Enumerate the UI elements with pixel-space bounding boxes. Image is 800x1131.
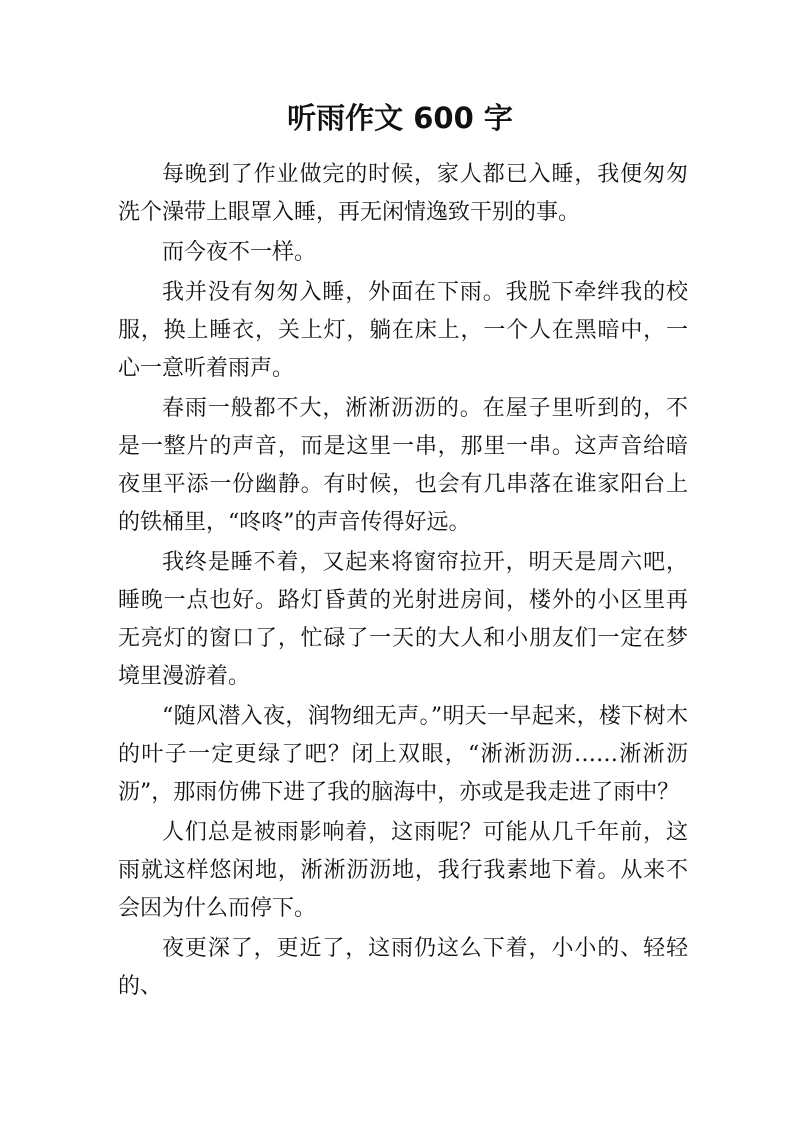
paragraph-1: 每晚到了作业做完的时候，家人都已入睡，我便匆匆洗个澡带上眼罩入睡，再无闲情逸致干别的事。 xyxy=(118,162,688,225)
paragraph-2: 而今夜不一样。 xyxy=(162,240,317,265)
paragraph-5: 我终是睡不着，又起来将窗帘拉开，明天是周六吧，睡晚一点也好。路灯昏黄的光射进房间，楼外的小区里再无亮灯的窗口了，忙碌了一天的大人和小朋友们一定在梦境里漫游着。 xyxy=(118,550,688,689)
paragraph-3: 我并没有匆匆入睡，外面在下雨。我脱下牵绊我的校服，换上睡衣，关上灯，躺在床上，一个人在黑暗中，一心一意听着雨声。 xyxy=(118,280,688,381)
document-body xyxy=(118,156,688,1008)
document-title: 听雨作文 600 字 xyxy=(287,101,513,135)
paragraph-4: 春雨一般都不大，淅淅沥沥的。在屋子里听到的，不是一整片的声音，而是这里一串，那里一串。这声音给暗夜里平添一份幽静。有时候，也会有几串落在谁家阳台上的铁桶里，“咚咚”的声音传得好远。 xyxy=(118,396,688,535)
paragraph-8: 夜更深了，更近了，这雨仍这么下着，小小的、轻轻的、 xyxy=(118,936,688,999)
paragraph-7: 人们总是被雨影响着，这雨呢？可能从几千年前，这雨就这样悠闲地，淅淅沥沥地，我行我素地下着。从来不会因为什么而停下。 xyxy=(118,820,688,921)
paragraph-6: “随风潜入夜，润物细无声。”明天一早起来，楼下树木的叶子一定更绿了吧？闭上双眼，“淅淅沥沥……淅淅沥沥”，那雨仿佛下进了我的脑海中，亦或是我走进了雨中？ xyxy=(118,704,688,805)
